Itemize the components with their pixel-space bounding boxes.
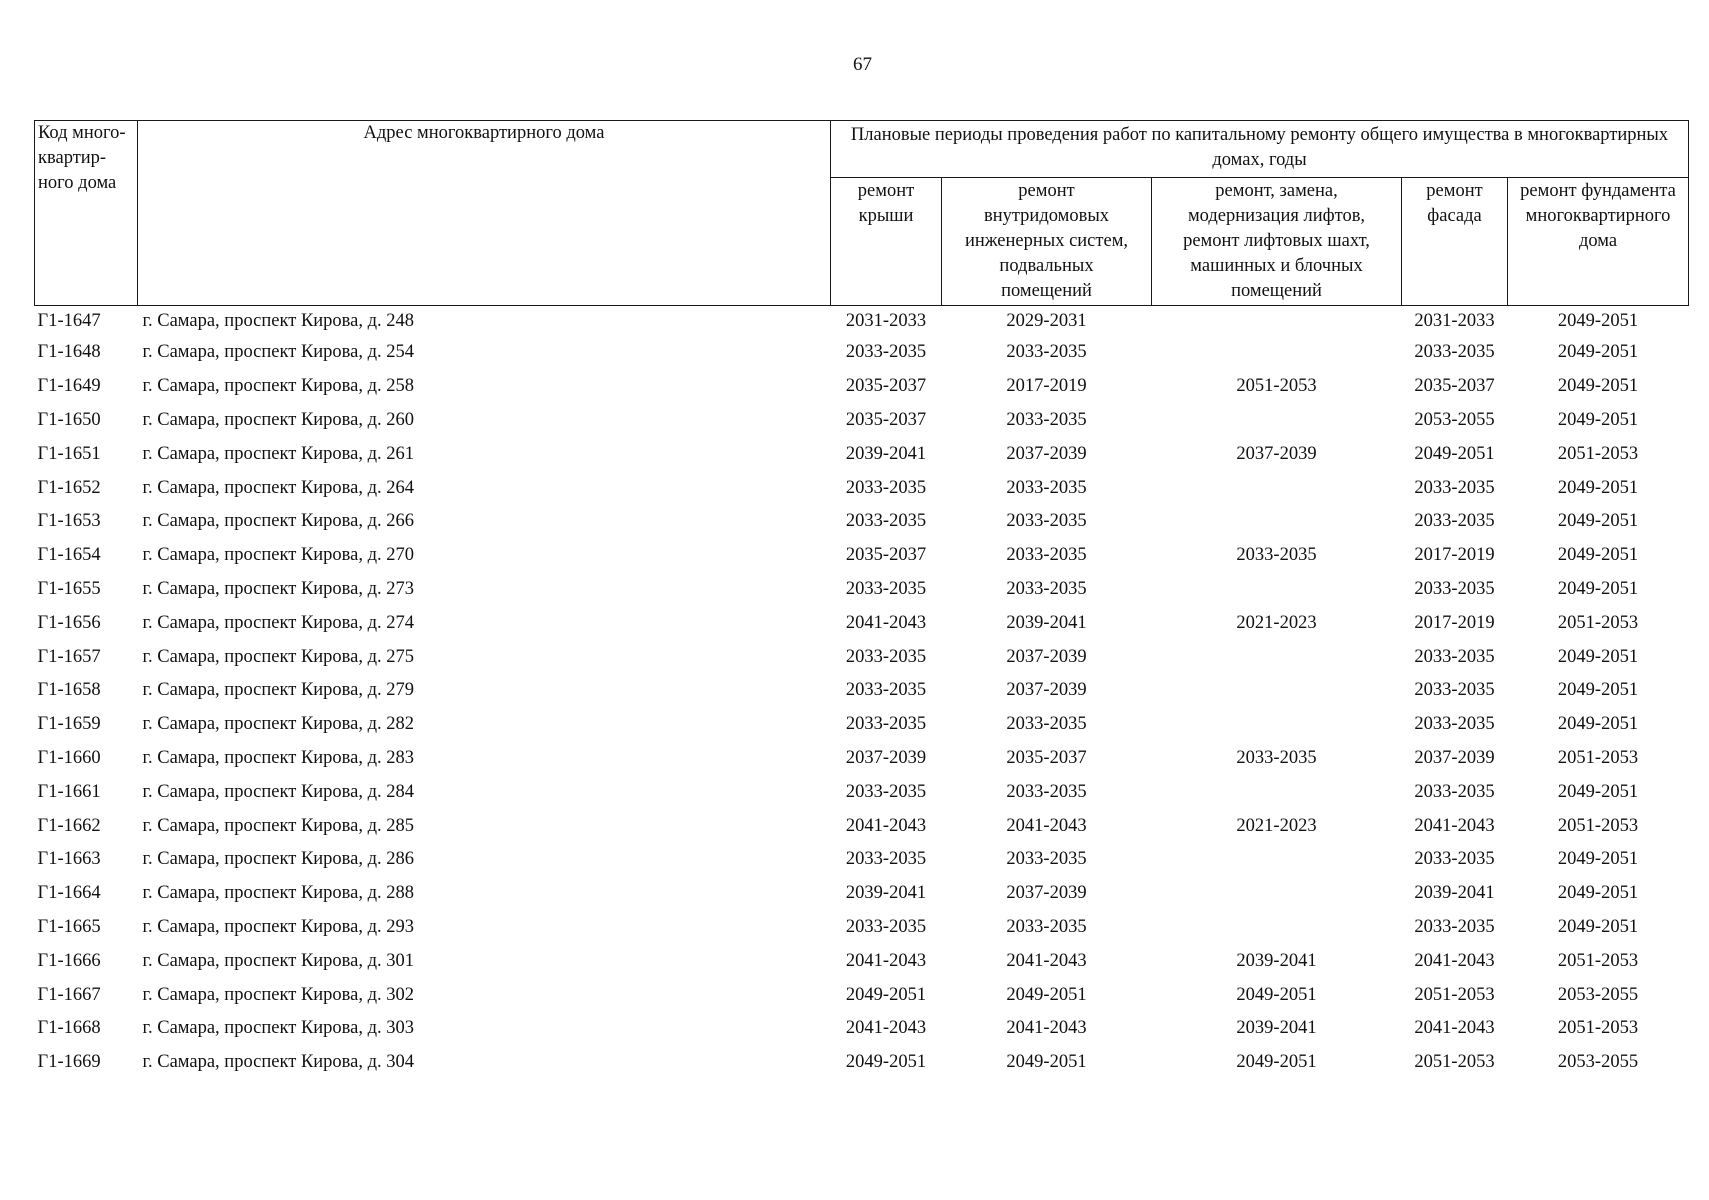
cell-roof: 2035-2037 xyxy=(845,409,927,430)
table-row xyxy=(35,877,1689,911)
header-facade xyxy=(1402,178,1508,306)
cell-roof: 2033-2035 xyxy=(845,477,927,498)
cell-address: г. Самара, проспект Кирова, д. 275 xyxy=(142,646,415,667)
table-header xyxy=(35,121,1689,306)
cell-address: г. Самара, проспект Кирова, д. 264 xyxy=(142,477,415,498)
cell-elevators: 2051-2053 xyxy=(1236,376,1317,397)
table-row xyxy=(35,809,1689,843)
cell-engineering: 2029-2031 xyxy=(1006,310,1087,331)
cell-roof: 2031-2033 xyxy=(845,310,927,331)
cell-engineering: 2035-2037 xyxy=(1006,747,1087,768)
table-row xyxy=(35,404,1689,438)
cell-foundation: 2049-2051 xyxy=(1557,849,1639,870)
cell-address: г. Самара, проспект Кирова, д. 304 xyxy=(142,1052,415,1073)
cell-engineering: 2033-2035 xyxy=(1006,714,1087,735)
cell-foundation: 2051-2053 xyxy=(1557,612,1639,633)
table-row xyxy=(35,708,1689,742)
cell-roof: 2033-2035 xyxy=(845,916,927,937)
cell-roof: 2033-2035 xyxy=(845,849,927,870)
cell-code: Г1-1651 xyxy=(37,443,101,464)
cell-elevators xyxy=(1152,505,1402,539)
cell-code: Г1-1653 xyxy=(37,511,101,532)
cell-address: г. Самара, проспект Кирова, д. 285 xyxy=(142,815,415,836)
cell-code: Г1-1661 xyxy=(37,781,101,802)
cell-foundation: 2049-2051 xyxy=(1557,883,1639,904)
cell-roof: 2041-2043 xyxy=(845,950,927,971)
cell-code: Г1-1655 xyxy=(37,578,101,599)
cell-engineering: 2041-2043 xyxy=(1006,1018,1087,1039)
cell-engineering: 2041-2043 xyxy=(1006,950,1087,971)
cell-engineering: 2017-2019 xyxy=(1006,376,1087,397)
cell-elevators: 2039-2041 xyxy=(1236,950,1317,971)
table-row xyxy=(35,944,1689,978)
table-row xyxy=(35,539,1689,573)
cell-roof: 2033-2035 xyxy=(845,781,927,802)
cell-code: Г1-1656 xyxy=(37,612,101,633)
cell-elevators: 2037-2039 xyxy=(1236,443,1317,464)
cell-elevators: 2033-2035 xyxy=(1236,747,1317,768)
cell-engineering: 2033-2035 xyxy=(1006,342,1087,363)
cell-engineering: 2033-2035 xyxy=(1006,477,1087,498)
table-body xyxy=(35,306,1689,1080)
cell-roof: 2033-2035 xyxy=(845,578,927,599)
cell-code: Г1-1652 xyxy=(37,477,101,498)
cell-engineering: 2033-2035 xyxy=(1006,409,1087,430)
cell-elevators: 2021-2023 xyxy=(1236,815,1317,836)
cell-elevators xyxy=(1152,640,1402,674)
cell-engineering: 2033-2035 xyxy=(1006,849,1087,870)
cell-facade: 2033-2035 xyxy=(1414,477,1495,498)
cell-elevators xyxy=(1152,843,1402,877)
cell-address: г. Самара, проспект Кирова, д. 301 xyxy=(142,950,415,971)
cell-facade: 2049-2051 xyxy=(1414,443,1495,464)
cell-engineering: 2033-2035 xyxy=(1006,916,1087,937)
cell-facade: 2033-2035 xyxy=(1414,714,1495,735)
cell-address: г. Самара, проспект Кирова, д. 302 xyxy=(142,984,415,1005)
table-row xyxy=(35,606,1689,640)
cell-elevators: 2033-2035 xyxy=(1236,545,1317,566)
table-row xyxy=(35,573,1689,607)
cell-roof: 2037-2039 xyxy=(845,747,927,768)
cell-foundation: 2051-2053 xyxy=(1557,815,1639,836)
cell-code: Г1-1660 xyxy=(37,747,101,768)
cell-facade: 2035-2037 xyxy=(1414,376,1495,397)
cell-engineering: 2049-2051 xyxy=(1006,984,1087,1005)
cell-roof: 2039-2041 xyxy=(845,443,927,464)
cell-foundation: 2049-2051 xyxy=(1557,376,1639,397)
cell-foundation: 2051-2053 xyxy=(1557,443,1639,464)
cell-elevators xyxy=(1152,471,1402,505)
cell-address: г. Самара, проспект Кирова, д. 266 xyxy=(142,511,415,532)
table-row xyxy=(35,640,1689,674)
cell-code: Г1-1667 xyxy=(37,984,101,1005)
cell-foundation: 2049-2051 xyxy=(1557,916,1639,937)
cell-roof: 2041-2043 xyxy=(845,1018,927,1039)
cell-facade: 2051-2053 xyxy=(1414,1052,1495,1073)
cell-code: Г1-1666 xyxy=(37,950,101,971)
cell-roof: 2033-2035 xyxy=(845,714,927,735)
cell-foundation: 2049-2051 xyxy=(1557,714,1639,735)
cell-elevators xyxy=(1152,911,1402,945)
cell-elevators xyxy=(1152,708,1402,742)
cell-foundation: 2049-2051 xyxy=(1557,578,1639,599)
cell-code: Г1-1647 xyxy=(37,310,101,331)
cell-elevators xyxy=(1152,775,1402,809)
cell-facade: 2039-2041 xyxy=(1414,883,1495,904)
table-row xyxy=(35,742,1689,776)
table-row xyxy=(35,505,1689,539)
cell-elevators: 2049-2051 xyxy=(1236,1052,1317,1073)
cell-foundation: 2049-2051 xyxy=(1557,781,1639,802)
cell-elevators xyxy=(1152,674,1402,708)
cell-address: г. Самара, проспект Кирова, д. 288 xyxy=(142,883,415,904)
cell-code: Г1-1663 xyxy=(37,849,101,870)
cell-engineering: 2039-2041 xyxy=(1006,612,1087,633)
header-periods-group xyxy=(831,121,1689,178)
cell-code: Г1-1658 xyxy=(37,680,101,701)
cell-roof: 2049-2051 xyxy=(845,1052,927,1073)
cell-engineering: 2033-2035 xyxy=(1006,781,1087,802)
cell-engineering: 2041-2043 xyxy=(1006,815,1087,836)
cell-foundation: 2049-2051 xyxy=(1557,680,1639,701)
cell-address: г. Самара, проспект Кирова, д. 284 xyxy=(142,781,415,802)
cell-foundation: 2049-2051 xyxy=(1557,511,1639,532)
cell-roof: 2035-2037 xyxy=(845,376,927,397)
cell-foundation: 2053-2055 xyxy=(1557,1052,1639,1073)
cell-elevators xyxy=(1152,306,1402,337)
table-row xyxy=(35,437,1689,471)
cell-engineering: 2037-2039 xyxy=(1006,443,1087,464)
page-number: 67 xyxy=(853,54,872,75)
cell-facade: 2033-2035 xyxy=(1414,578,1495,599)
table-row xyxy=(35,911,1689,945)
table-row xyxy=(35,1046,1689,1080)
table-row xyxy=(35,471,1689,505)
cell-foundation: 2049-2051 xyxy=(1557,646,1639,667)
cell-roof: 2049-2051 xyxy=(845,984,927,1005)
cell-facade: 2033-2035 xyxy=(1414,680,1495,701)
cell-engineering: 2037-2039 xyxy=(1006,646,1087,667)
cell-foundation: 2053-2055 xyxy=(1557,984,1639,1005)
header-facade-label: ремонт фасада xyxy=(1426,181,1483,226)
cell-foundation: 2049-2051 xyxy=(1557,477,1639,498)
table-row xyxy=(35,1012,1689,1046)
table-row xyxy=(35,978,1689,1012)
cell-engineering: 2037-2039 xyxy=(1006,883,1087,904)
cell-elevators xyxy=(1152,336,1402,370)
cell-address: г. Самара, проспект Кирова, д. 260 xyxy=(142,409,415,430)
cell-elevators xyxy=(1152,877,1402,911)
cell-elevators: 2049-2051 xyxy=(1236,984,1317,1005)
cell-code: Г1-1648 xyxy=(37,342,101,363)
cell-engineering: 2033-2035 xyxy=(1006,578,1087,599)
header-address-label: Адрес многоквартирного дома xyxy=(363,123,605,143)
cell-foundation: 2049-2051 xyxy=(1557,409,1639,430)
cell-address: г. Самара, проспект Кирова, д. 282 xyxy=(142,714,415,735)
cell-facade: 2033-2035 xyxy=(1414,342,1495,363)
cell-engineering: 2049-2051 xyxy=(1006,1052,1087,1073)
cell-code: Г1-1662 xyxy=(37,815,101,836)
header-engineering-label: ремонт внутридомовых инженерных систем, подвальных помещений xyxy=(964,181,1129,301)
cell-facade: 2041-2043 xyxy=(1414,1018,1495,1039)
cell-elevators: 2021-2023 xyxy=(1236,612,1317,633)
cell-roof: 2033-2035 xyxy=(845,646,927,667)
cell-code: Г1-1654 xyxy=(37,545,101,566)
cell-facade: 2033-2035 xyxy=(1414,916,1495,937)
cell-address: г. Самара, проспект Кирова, д. 261 xyxy=(142,443,415,464)
table-row xyxy=(35,306,1689,337)
cell-engineering: 2037-2039 xyxy=(1006,680,1087,701)
cell-facade: 2033-2035 xyxy=(1414,849,1495,870)
cell-foundation: 2051-2053 xyxy=(1557,1018,1639,1039)
cell-facade: 2033-2035 xyxy=(1414,511,1495,532)
header-address xyxy=(138,121,831,306)
cell-code: Г1-1649 xyxy=(37,376,101,397)
cell-code: Г1-1657 xyxy=(37,646,101,667)
cell-roof: 2033-2035 xyxy=(845,511,927,532)
header-periods-group-label: Плановые периоды проведения работ по капитальному ремонту общего имущества в многоквартирных домах, годы xyxy=(850,125,1669,170)
cell-foundation: 2049-2051 xyxy=(1557,342,1639,363)
cell-address: г. Самара, проспект Кирова, д. 283 xyxy=(142,747,415,768)
header-code-label: Код много- квартир- ного дома xyxy=(38,123,126,193)
cell-address: г. Самара, проспект Кирова, д. 286 xyxy=(142,849,415,870)
cell-roof: 2035-2037 xyxy=(845,545,927,566)
header-engineering xyxy=(942,178,1152,306)
cell-roof: 2033-2035 xyxy=(845,680,927,701)
cell-facade: 2017-2019 xyxy=(1414,612,1495,633)
header-roof xyxy=(831,178,942,306)
cell-foundation: 2049-2051 xyxy=(1557,545,1639,566)
cell-facade: 2053-2055 xyxy=(1414,409,1495,430)
cell-roof: 2039-2041 xyxy=(845,883,927,904)
cell-facade: 2041-2043 xyxy=(1414,815,1495,836)
cell-facade: 2033-2035 xyxy=(1414,646,1495,667)
cell-elevators: 2039-2041 xyxy=(1236,1018,1317,1039)
cell-code: Г1-1669 xyxy=(37,1052,101,1073)
cell-roof: 2041-2043 xyxy=(845,815,927,836)
table-row xyxy=(35,370,1689,404)
cell-foundation: 2049-2051 xyxy=(1557,310,1639,331)
cell-facade: 2041-2043 xyxy=(1414,950,1495,971)
cell-code: Г1-1668 xyxy=(37,1018,101,1039)
header-elevators-label: ремонт, замена, модернизация лифтов, ремонт лифтовых шахт, машинных и блочных помещений xyxy=(1183,181,1370,301)
cell-facade: 2051-2053 xyxy=(1414,984,1495,1005)
cell-facade: 2017-2019 xyxy=(1414,545,1495,566)
cell-facade: 2033-2035 xyxy=(1414,781,1495,802)
header-foundation-label: ремонт фундамента многоквартирного дома xyxy=(1520,181,1676,251)
cell-address: г. Самара, проспект Кирова, д. 248 xyxy=(142,310,415,331)
cell-engineering: 2033-2035 xyxy=(1006,511,1087,532)
table-row xyxy=(35,336,1689,370)
table-row xyxy=(35,674,1689,708)
cell-address: г. Самара, проспект Кирова, д. 274 xyxy=(142,612,415,633)
cell-address: г. Самара, проспект Кирова, д. 273 xyxy=(142,578,415,599)
cell-code: Г1-1659 xyxy=(37,714,101,735)
cell-address: г. Самара, проспект Кирова, д. 293 xyxy=(142,916,415,937)
header-elevators xyxy=(1152,178,1402,306)
cell-code: Г1-1665 xyxy=(37,916,101,937)
cell-code: Г1-1650 xyxy=(37,409,101,430)
table-row xyxy=(35,843,1689,877)
cell-address: г. Самара, проспект Кирова, д. 254 xyxy=(142,342,415,363)
cell-address: г. Самара, проспект Кирова, д. 270 xyxy=(142,545,415,566)
cell-roof: 2041-2043 xyxy=(845,612,927,633)
header-code xyxy=(35,121,138,306)
cell-elevators xyxy=(1152,573,1402,607)
cell-address: г. Самара, проспект Кирова, д. 258 xyxy=(142,376,415,397)
cell-address: г. Самара, проспект Кирова, д. 303 xyxy=(142,1018,415,1039)
cell-engineering: 2033-2035 xyxy=(1006,545,1087,566)
cell-foundation: 2051-2053 xyxy=(1557,747,1639,768)
cell-facade: 2031-2033 xyxy=(1414,310,1495,331)
cell-foundation: 2051-2053 xyxy=(1557,950,1639,971)
cell-roof: 2033-2035 xyxy=(845,342,927,363)
cell-elevators xyxy=(1152,404,1402,438)
capital-repair-schedule-table xyxy=(34,120,1689,1080)
header-roof-label: ремонт крыши xyxy=(857,181,915,226)
table-row xyxy=(35,775,1689,809)
cell-facade: 2037-2039 xyxy=(1414,747,1495,768)
cell-code: Г1-1664 xyxy=(37,883,101,904)
cell-address: г. Самара, проспект Кирова, д. 279 xyxy=(142,680,415,701)
header-foundation xyxy=(1508,178,1689,306)
